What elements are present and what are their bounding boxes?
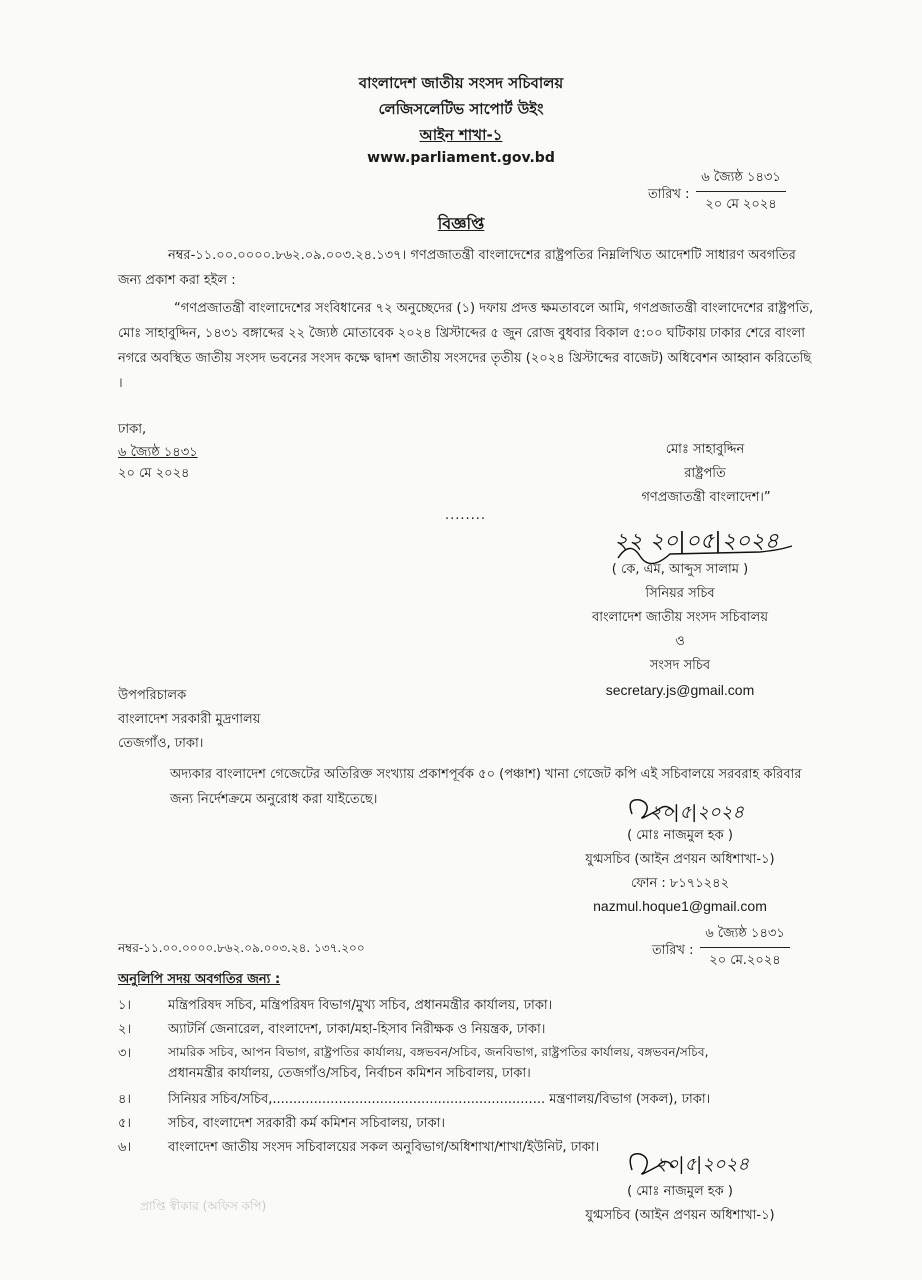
separator-dots: ........: [445, 508, 487, 523]
signature-scribble-3: [622, 1146, 682, 1180]
notice-title: বিজ্ঞপ্তি: [437, 214, 485, 233]
secretary-post: সংসদ সচিব: [649, 658, 711, 673]
recipient-org: বাংলাদেশ সরকারী মুদ্রণালয়: [118, 712, 261, 727]
date-gregorian: ২০ মে ২০২৪: [705, 197, 777, 212]
cc-item-number: ৩।: [118, 1046, 132, 1061]
memo-date-gregorian: ২০ মে.২০২৪: [709, 953, 781, 968]
footer-signer-post: যুগ্মসচিব (আইন প্রণয়ন অধিশাখা-১): [585, 1208, 775, 1223]
cc-item-number: ৫।: [118, 1116, 132, 1131]
cc-item-number: ৪।: [118, 1092, 132, 1107]
notice-intro: নম্বর-১১.০০.০০০০.৮৬২.০৯.০০৩.২৪.১৩৭। গণপ্রজাতন্ত্রী বাংলাদেশের রাষ্ট্রপতির নিম্নলিখিত আদেশটি সাধারণ অবগতির জন্য প্রকাশ করা হইল :: [118, 248, 796, 288]
place-date-bangla: ৬ জ্যৈষ্ঠ ১৪৩১: [118, 445, 198, 460]
signature-scribble-2: [622, 792, 682, 824]
place: ঢাকা,: [118, 422, 147, 437]
joint-secretary-post: যুগ্মসচিব (আইন প্রণয়ন অধিশাখা-১): [585, 852, 775, 867]
memo-number: নম্বর-১১.০০.০০০০.৮৬২.০৯.০০৩.২৪. ১৩৭.২০০: [118, 941, 365, 955]
president-title: রাষ্ট্রপতি: [684, 466, 726, 481]
cc-item-text: সিনিয়র সচিব/সচিব,.................................................................. মন্ত্রণালয়/বিভাগ (সকল), ঢাকা।: [168, 1092, 711, 1107]
wing-name: লেজিসলেটিভ সাপোর্ট উইং: [378, 100, 544, 118]
secretary-conj: ও: [675, 634, 685, 649]
handwritten-signature-3: ২০|৫|২০২৪: [655, 1154, 750, 1175]
footer-signer-name: ( মোঃ নাজমুল হক ): [627, 1184, 733, 1199]
section-name: আইন শাখা-১: [419, 126, 503, 144]
cc-item-text: বাংলাদেশ জাতীয় সংসদ সচিবালয়ের সকল অনুবিভাগ/অধিশাখা/শাখা/ইউনিট, ঢাকা।: [168, 1140, 600, 1155]
faint-footer-text: প্রাপ্তি স্বীকার (অফিস কপি): [140, 1199, 267, 1213]
cc-item-text-cont: প্রধানমন্ত্রীর কার্যালয়, তেজগাঁও/সচিব, নির্বাচন কমিশন সচিবালয়, ঢাকা।: [168, 1066, 531, 1081]
cc-item-text: সচিব, বাংলাদেশ সরকারী কর্ম কমিশন সচিবালয়, ঢাকা।: [168, 1116, 445, 1131]
secretary-org: বাংলাদেশ জাতীয় সংসদ সচিবালয়: [591, 610, 768, 625]
joint-secretary-phone: ফোন : ৮১৭১২৪২: [630, 876, 730, 891]
recipient-title: উপপরিচালক: [118, 688, 187, 703]
handwritten-signature-2: ২০|৫|২০২৪: [650, 802, 745, 823]
date-block: [696, 168, 786, 216]
joint-secretary-name: ( মোঃ নাজমুল হক ): [627, 828, 733, 843]
place-date-gregorian: ২০ মে ২০২৪: [118, 466, 190, 481]
cc-item-text: অ্যাটর্নি জেনারেল, বাংলাদেশ, ঢাকা/মহা-হিসাব নিরীক্ষক ও নিয়ন্ত্রক, ঢাকা।: [168, 1022, 546, 1037]
recipient-address: তেজগাঁও, ঢাকা।: [118, 736, 204, 751]
cc-item-number: ৬।: [118, 1140, 132, 1155]
president-name: মোঃ সাহাবুদ্দিন: [665, 442, 745, 457]
cc-heading: অনুলিপি সদয় অবগতির জন্য :: [118, 972, 281, 987]
memo-date-block: [700, 924, 790, 972]
cc-item-text: সামরিক সচিব, আপন বিভাগ, রাষ্ট্রপতির কার্যালয়, বঙ্গভবন/সচিব, জনবিভাগ, রাষ্ট্রপতির কার্যালয়, বঙ্গভবন/সচিব,: [168, 1045, 709, 1059]
secretary-name: ( কে, এম, আব্দুস সালাম ): [611, 562, 749, 577]
president-country: গণপ্রজাতন্ত্রী বাংলাদেশ।”: [641, 490, 771, 505]
secretary-email: secretary.js@gmail.com: [605, 682, 755, 698]
organization-name: বাংলাদেশ জাতীয় সংসদ সচিবালয়: [358, 74, 564, 92]
handwritten-signature: ২২ ২০|০৫|২০২৪: [614, 529, 779, 554]
date-label: তারিখ :: [648, 187, 690, 202]
secretary-rank: সিনিয়র সচিব: [645, 586, 715, 601]
cc-item-number: ১।: [118, 998, 132, 1013]
date-bangla: ৬ জ্যৈষ্ঠ ১৪৩১: [696, 168, 786, 192]
memo-date-bangla: ৬ জ্যৈষ্ঠ ১৪৩১: [700, 924, 790, 948]
memo-date-label: তারিখ :: [652, 943, 694, 958]
cc-item-number: ২।: [118, 1022, 132, 1037]
website: www.parliament.gov.bd: [367, 150, 555, 166]
cc-item-text: মন্ত্রিপরিষদ সচিব, মন্ত্রিপরিষদ বিভাগ/মুখ্য সচিব, প্রধানমন্ত্রীর কার্যালয়, ঢাকা।: [168, 998, 553, 1013]
joint-secretary-email: nazmul.hoque1@gmail.com: [593, 898, 767, 914]
president-order: “গণপ্রজাতন্ত্রী বাংলাদেশের সংবিধানের ৭২ অনুচ্ছেদের (১) দফায় প্রদত্ত ক্ষমতাবলে আমি, গণপ্রজাতন্ত্রী বাংলাদেশের রাষ্ট্রপতি, মোঃ সাহাবুদ্দিন, ১৪৩১ বঙ্গাব্দের ২২ জ্যৈষ্ঠ মোতাবেক ২০২৪ খ্রিস্টাব্দের ৫ জুন রোজ বুধবার বিকাল ৫:০০ ঘটিকায় ঢাকার শেরে বাংলা নগরে অবস্থিত জাতীয় সংসদ ভবনের সংসদ কক্ষে দ্বাদশ জাতীয় সংসদের তৃতীয় (২০২৪ খ্রিস্টাব্দের বাজেট) অধিবেশন আহ্বান করিতেছি ।: [118, 301, 814, 391]
gazette-request: অদ্যকার বাংলাদেশ গেজেটের অতিরিক্ত সংখ্যায় প্রকাশপূর্বক ৫০ (পঞ্চাশ) খানা গেজেট কপি এই সচিবালয়ে সরবরাহ করিবার জন্য নির্দেশক্রমে অনুরোধ করা যাইতেছে।: [170, 767, 802, 807]
